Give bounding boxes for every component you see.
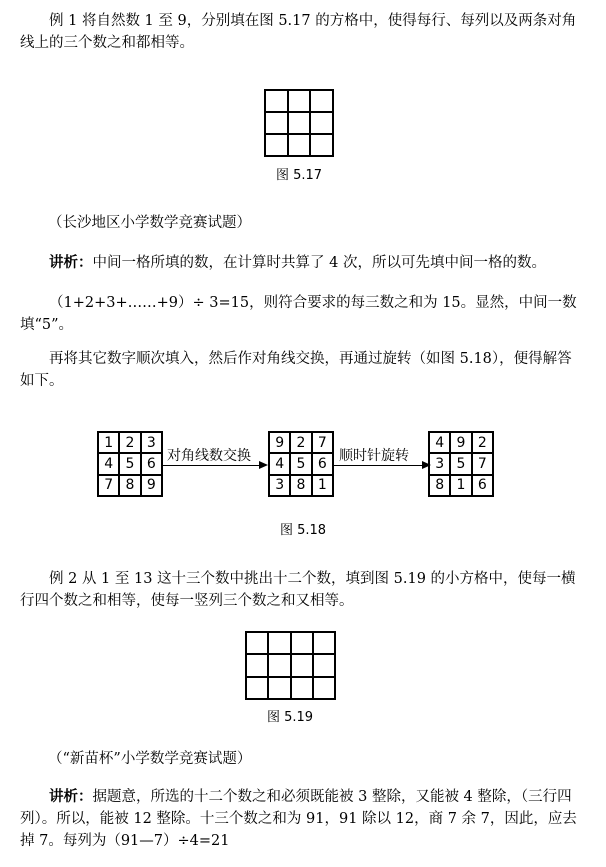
grid-cell: 7 [98, 475, 119, 496]
grid-cell [310, 90, 333, 112]
grid-cell [291, 654, 313, 676]
grid-cell: 5 [119, 453, 140, 474]
grid-cell [246, 632, 268, 654]
grid-cell: 9 [450, 432, 471, 453]
grid-cell: 6 [472, 475, 493, 496]
source-note-1: （长沙地区小学数学竞赛试题） [48, 215, 251, 231]
grid-cell [268, 654, 290, 676]
sum-paragraph: （1+2+3+……+9）÷ 3=15，则符合要求的每三数之和为 15。显然，中间一数填“5”。 [20, 295, 577, 333]
grid-cell: 4 [429, 432, 450, 453]
rotate-paragraph: 再将其它数字顺次填入，然后作对角线交换，再通过旋转（如图 5.18），便得解答如下。 [20, 351, 572, 389]
figure-5-18-caption: 图 5.18 [279, 523, 327, 538]
grid-cell [288, 134, 311, 156]
source-note-2: （“新苗杯”小学数学竞赛试题） [48, 751, 252, 767]
grid-cell: 7 [472, 453, 493, 474]
grid-cell: 5 [290, 453, 311, 474]
grid-cell [265, 134, 288, 156]
grid-cell: 4 [269, 453, 290, 474]
analysis2-paragraph [20, 786, 586, 852]
figure-5-17-grid [264, 89, 334, 157]
grid-cell: 4 [98, 453, 119, 474]
grid-cell [265, 90, 288, 112]
clockwise-rotate-label: 顺时针旋转 [339, 448, 409, 464]
figure-5-18-grid-rotated [428, 431, 494, 497]
grid-cell: 8 [119, 475, 140, 496]
analysis-label: 讲析： [49, 254, 93, 271]
grid-cell: 2 [290, 432, 311, 453]
example2-text: 例 2 从 1 至 13 这十三个数中挑出十二个数，填到图 5.19 的小方格中，使每一横行四个数之和相等，使每一竖列三个数之和又相等。 [20, 571, 576, 609]
grid-cell: 3 [429, 453, 450, 474]
arrow-1-line [163, 465, 259, 466]
grid-cell: 2 [472, 432, 493, 453]
grid-cell [313, 677, 335, 699]
grid-cell: 9 [269, 432, 290, 453]
grid-cell: 3 [141, 432, 162, 453]
grid-cell [291, 632, 313, 654]
grid-cell: 9 [141, 475, 162, 496]
example1-text: 例 1 将自然数 1 至 9，分别填在图 5.17 的方格中，使得每行、每列以及两条对角线上的三个数之和都相等。 [20, 13, 577, 51]
grid-cell: 1 [98, 432, 119, 453]
grid-cell: 2 [119, 432, 140, 453]
diagonal-swap-label: 对角线数交换 [167, 448, 251, 464]
grid-cell: 5 [450, 453, 471, 474]
figure-5-18-grid-original [97, 431, 163, 497]
grid-cell: 6 [141, 453, 162, 474]
analysis1-paragraph [20, 252, 586, 274]
grid-cell [310, 112, 333, 134]
grid-cell: 7 [312, 432, 333, 453]
grid-cell [268, 632, 290, 654]
grid-cell: 1 [312, 475, 333, 496]
grid-cell [313, 654, 335, 676]
analysis-label: 讲析： [49, 788, 93, 805]
grid-cell: 8 [290, 475, 311, 496]
analysis1-text: 中间一格所填的数，在计算时共算了 4 次，所以可先填中间一格的数。 [92, 255, 546, 271]
grid-cell [310, 134, 333, 156]
grid-cell: 6 [312, 453, 333, 474]
figure-5-18-grid-swapped [268, 431, 334, 497]
figure-5-19-caption: 图 5.19 [266, 710, 314, 725]
grid-cell [288, 90, 311, 112]
grid-cell [246, 677, 268, 699]
arrow-right-icon [259, 461, 268, 469]
figure-5-17-caption: 图 5.17 [275, 168, 323, 183]
analysis2-text: 据题意，所选的十二个数之和必须既能被 3 整除，又能被 4 整除，（三行四列）。所以，能被 12 整除。十三个数之和为 91，91 除以 12，商 7 余 7，因此，应去掉 7。每列为（91—7）÷4=21 [20, 789, 577, 849]
arrow-2-line [334, 465, 424, 466]
grid-cell: 8 [429, 475, 450, 496]
grid-cell [313, 632, 335, 654]
grid-cell [265, 112, 288, 134]
grid-cell: 1 [450, 475, 471, 496]
grid-cell [246, 654, 268, 676]
grid-cell: 3 [269, 475, 290, 496]
grid-cell [291, 677, 313, 699]
figure-5-19-grid [245, 631, 336, 700]
grid-cell [268, 677, 290, 699]
grid-cell [288, 112, 311, 134]
